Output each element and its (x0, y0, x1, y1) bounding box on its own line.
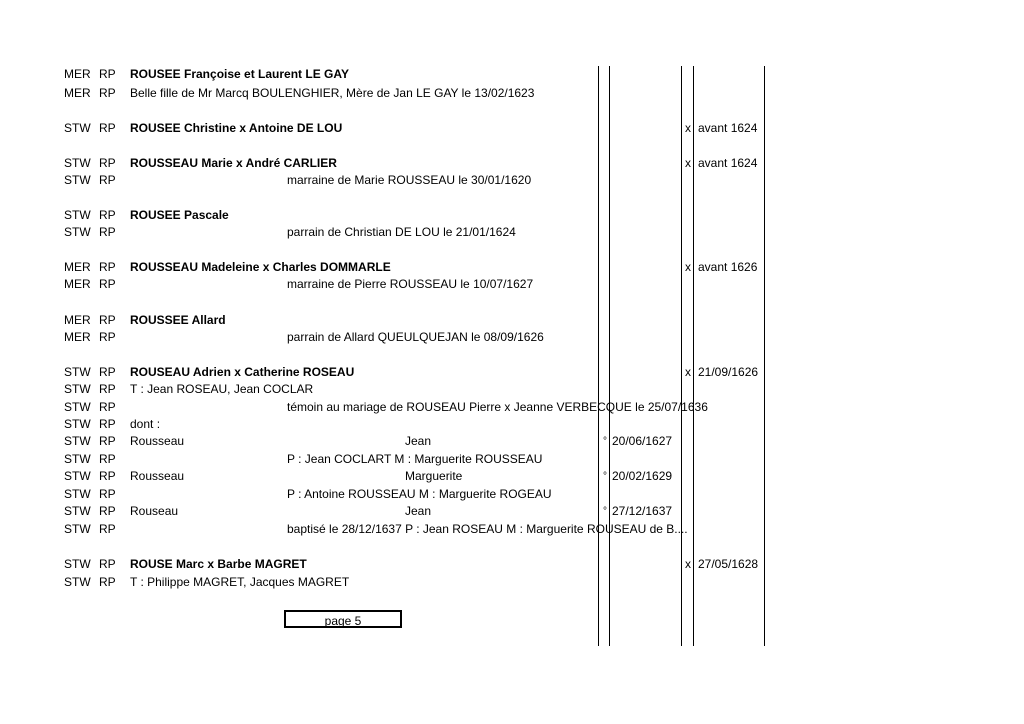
record-row (0, 521, 1024, 538)
record-row (0, 85, 1024, 102)
register-code: RP (99, 575, 116, 589)
record-row (0, 503, 1024, 520)
register-code: RP (99, 86, 116, 100)
marriage-date: 27/05/1628 (698, 557, 759, 571)
record-row (0, 399, 1024, 416)
birth-symbol: ° (603, 506, 607, 517)
source-code: STW (64, 156, 91, 170)
record-row (0, 207, 1024, 224)
source-code: MER (64, 260, 91, 274)
entry-detail: témoin au mariage de ROUSEAU Pierre x Jeanne VERBECQUE le 25/07/1636 (287, 400, 708, 414)
entry-text: ROUSSEE Allard (130, 313, 226, 327)
source-code: STW (64, 417, 91, 431)
birth-date: 20/02/1629 (612, 469, 673, 483)
marriage-date: avant 1624 (698, 121, 758, 135)
register-code: RP (99, 173, 116, 187)
entry-text: ROUSEE Françoise et Laurent LE GAY (130, 67, 349, 81)
entry-detail: P : Antoine ROUSSEAU M : Marguerite ROGEAU (287, 487, 552, 501)
register-code: RP (99, 557, 116, 571)
marriage-date: 21/09/1626 (698, 365, 759, 379)
register-code: RP (99, 382, 116, 396)
entry-detail: marraine de Marie ROUSSEAU le 30/01/1620 (287, 173, 532, 187)
register-code: RP (99, 365, 116, 379)
record-row (0, 120, 1024, 137)
register-code: RP (99, 469, 116, 483)
marriage-symbol: x (685, 260, 691, 274)
register-code: RP (99, 400, 116, 414)
entry-text: T : Jean ROSEAU, Jean COCLAR (130, 382, 314, 396)
record-row (0, 451, 1024, 468)
source-code: STW (64, 434, 91, 448)
register-code: RP (99, 208, 116, 222)
register-code: RP (99, 313, 116, 327)
register-code: RP (99, 121, 116, 135)
record-row (0, 381, 1024, 398)
register-code: RP (99, 504, 116, 518)
record-row (0, 259, 1024, 276)
source-code: STW (64, 382, 91, 396)
record-row (0, 556, 1024, 573)
record-row (0, 312, 1024, 329)
marriage-symbol: x (685, 557, 691, 571)
source-code: STW (64, 522, 91, 536)
register-code: RP (99, 452, 116, 466)
marriage-date: avant 1626 (698, 260, 758, 274)
source-code: MER (64, 67, 91, 81)
register-code: RP (99, 522, 116, 536)
record-row (0, 416, 1024, 433)
source-code: STW (64, 365, 91, 379)
record-row (0, 276, 1024, 293)
source-code: STW (64, 504, 91, 518)
first-name: Jean (405, 434, 432, 448)
source-code: STW (64, 557, 91, 571)
first-name: Marguerite (405, 469, 463, 483)
register-code: RP (99, 225, 116, 239)
marriage-date: avant 1624 (698, 156, 758, 170)
entry-text: ROUSEAU Adrien x Catherine ROSEAU (130, 365, 355, 379)
register-code: RP (99, 417, 116, 431)
source-code: STW (64, 575, 91, 589)
birth-date: 20/06/1627 (612, 434, 673, 448)
source-code: STW (64, 173, 91, 187)
source-code: MER (64, 330, 91, 344)
entry-text: Rousseau (130, 469, 185, 483)
entry-detail: parrain de Christian DE LOU le 21/01/1624 (287, 225, 516, 239)
entry-detail: marraine de Pierre ROUSSEAU le 10/07/1627 (287, 277, 534, 291)
record-row (0, 574, 1024, 591)
source-code: STW (64, 400, 91, 414)
entry-text: Rouseau (130, 504, 179, 518)
record-row (0, 329, 1024, 346)
page-number-box (284, 610, 402, 628)
record-row (0, 172, 1024, 189)
entry-text: ROUSEE Christine x Antoine DE LOU (130, 121, 343, 135)
entry-text: ROUSE Marc x Barbe MAGRET (130, 557, 307, 571)
record-row (0, 468, 1024, 485)
record-row (0, 433, 1024, 450)
entry-text: T : Philippe MAGRET, Jacques MAGRET (130, 575, 350, 589)
marriage-symbol: x (685, 365, 691, 379)
source-code: STW (64, 452, 91, 466)
page-number: page 5 (324, 614, 362, 628)
register-code: RP (99, 67, 116, 81)
source-code: STW (64, 487, 91, 501)
entry-text: Belle fille de Mr Marcq BOULENGHIER, Mère de Jan LE GAY le 13/02/1623 (130, 86, 535, 100)
entry-detail: baptisé le 28/12/1637 P : Jean ROSEAU M : Marguerite ROUSEAU de B.... (287, 522, 688, 536)
marriage-symbol: x (685, 121, 691, 135)
birth-date: 27/12/1637 (612, 504, 673, 518)
entry-text: Rousseau (130, 434, 185, 448)
source-code: STW (64, 225, 91, 239)
source-code: STW (64, 208, 91, 222)
source-code: STW (64, 121, 91, 135)
marriage-symbol: x (685, 156, 691, 170)
record-row (0, 486, 1024, 503)
record-row (0, 155, 1024, 172)
record-row (0, 66, 1024, 83)
source-code: MER (64, 277, 91, 291)
entry-detail: P : Jean COCLART M : Marguerite ROUSSEAU (287, 452, 543, 466)
source-code: MER (64, 313, 91, 327)
entry-text: ROUSSEAU Madeleine x Charles DOMMARLE (130, 260, 391, 274)
record-row (0, 364, 1024, 381)
register-code: RP (99, 260, 116, 274)
birth-symbol: ° (603, 436, 607, 447)
register-code: RP (99, 277, 116, 291)
register-code: RP (99, 156, 116, 170)
source-code: MER (64, 86, 91, 100)
register-code: RP (99, 434, 116, 448)
register-code: RP (99, 330, 116, 344)
record-row (0, 224, 1024, 241)
source-code: STW (64, 469, 91, 483)
birth-symbol: ° (603, 471, 607, 482)
entry-text: dont : (130, 417, 161, 431)
entry-text: ROUSSEAU Marie x André CARLIER (130, 156, 337, 170)
entry-text: ROUSEE Pascale (130, 208, 229, 222)
entry-detail: parrain de Allard QUEULQUEJAN le 08/09/1626 (287, 330, 544, 344)
register-code: RP (99, 487, 116, 501)
first-name: Jean (405, 504, 432, 518)
